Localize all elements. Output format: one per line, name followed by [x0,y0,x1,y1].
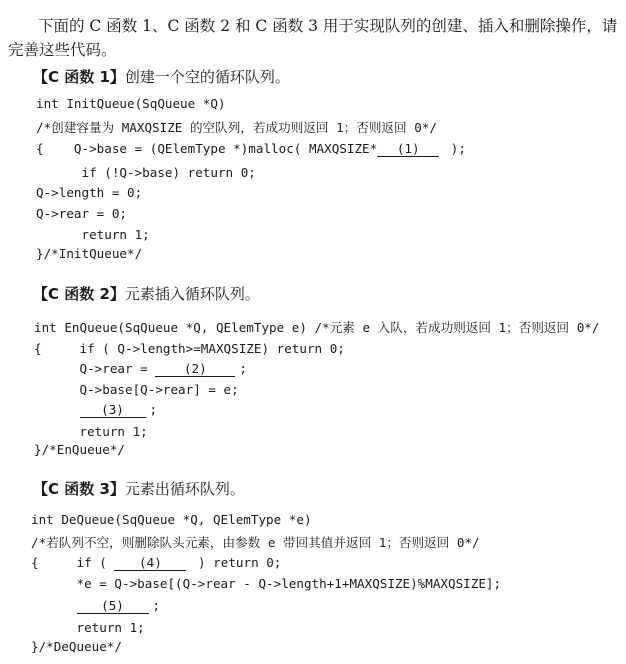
section-3-label: 【C 函数 3】 [33,480,125,498]
code-line: (3) ; [34,402,157,418]
code-line: { Q->base = (QElemType *)malloc( MAXQSIZE* (1) ); [36,141,466,156]
blank-2[interactable]: (2) [155,362,235,377]
blank-4[interactable]: (4) [114,556,186,571]
intro-paragraph: 下面的 C 函数 1、C 函数 2 和 C 函数 3 用于实现队列的创建、插入和删除操作，请完善这些代码。 [8,17,618,59]
code-line: }/*DeQueue*/ [31,639,122,654]
blank-1[interactable]: (1) [377,142,439,157]
section-1-label: 【C 函数 1】 [33,68,125,86]
code-comment: /*若队列不空，则删除队头元素，由参数 e 带回其值并返回 1；否则返回 0*/ [31,535,480,550]
code-line: Q->rear = 0; [36,206,127,221]
blank-5[interactable]: (5) [77,599,149,614]
code-line: return 1; [31,620,145,635]
code-line: { if ( (4) ) return 0; [31,555,282,570]
code-line: (5) ; [31,598,160,614]
section-1-title [33,66,290,87]
section-3-title [33,478,245,499]
code-line: return 1; [36,227,150,242]
code-comment: /*创建容量为 MAXQSIZE 的空队列，若成功则返回 1；否则返回 0*/ [36,120,437,135]
code-line: Q->base[Q->rear] = e; [34,382,239,397]
section-2-title [33,283,260,304]
code-line: int EnQueue(SqQueue *Q, QElemType e) /*元素 e 入队，若成功则返回 1；否则返回 0*/ [34,320,600,335]
code-line: int InitQueue(SqQueue *Q) [36,96,226,111]
blank-3[interactable]: (3) [80,403,146,418]
code-line: }/*EnQueue*/ [34,442,125,457]
section-2-desc: 元素插入循环队列。 [124,285,260,303]
code-line: }/*InitQueue*/ [36,246,143,261]
code-line: int DeQueue(SqQueue *Q, QElemType *e) [31,512,312,527]
section-3-desc: 元素出循环队列。 [124,480,245,498]
section-2-label: 【C 函数 2】 [33,285,125,303]
section-1-desc: 创建一个空的循环队列。 [124,68,290,86]
code-line: Q->length = 0; [36,185,143,200]
code-line: *e = Q->base[(Q->rear - Q->length+1+MAXQSIZE)%MAXQSIZE]; [31,576,502,591]
code-line: { if ( Q->length>=MAXQSIZE) return 0; [34,341,345,356]
code-line: if (!Q->base) return 0; [36,165,256,180]
code-line: return 1; [34,424,148,439]
code-line: Q->rear = (2) ; [34,361,247,376]
